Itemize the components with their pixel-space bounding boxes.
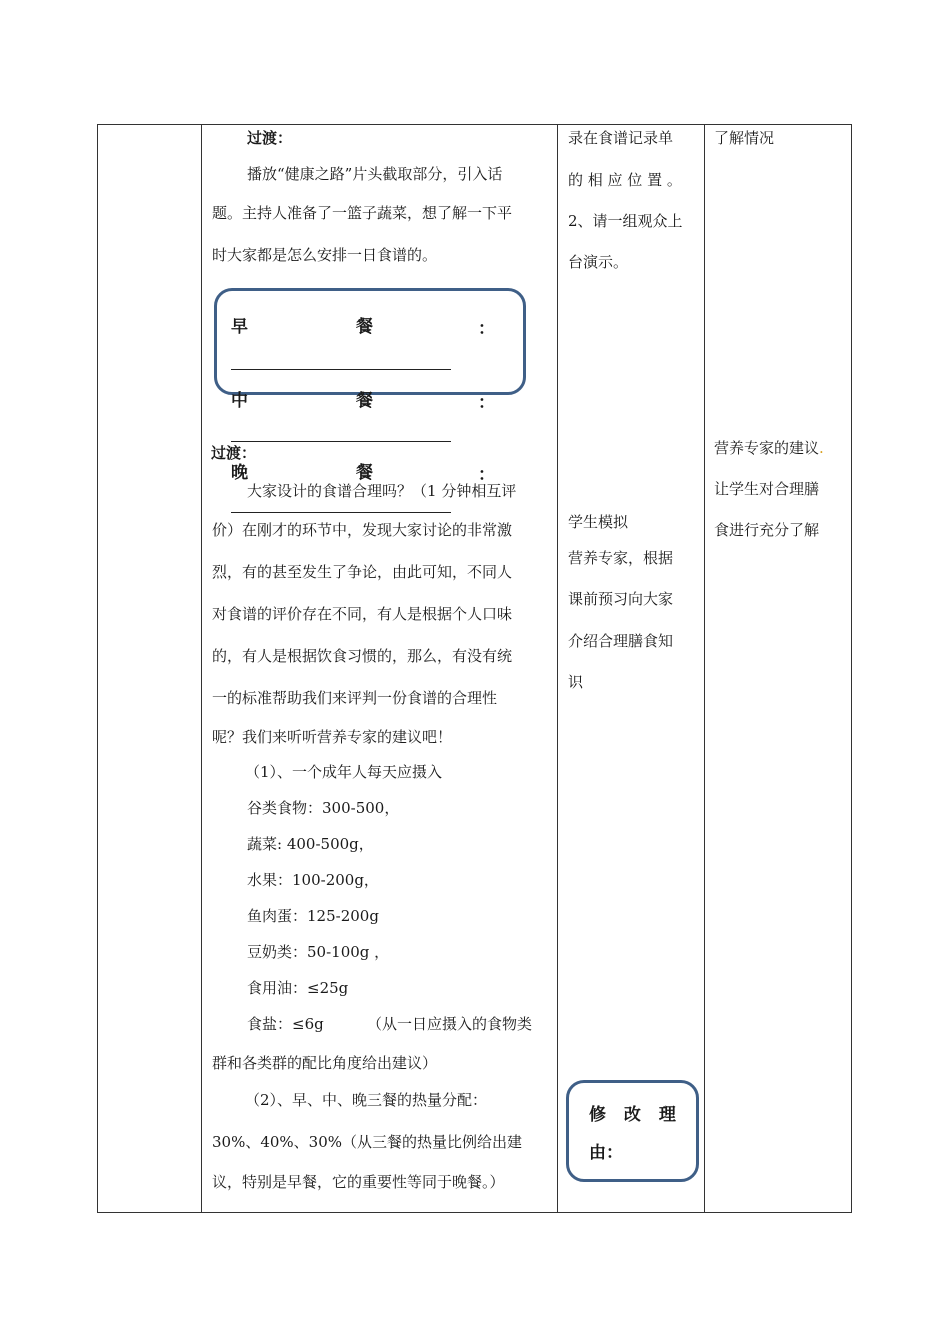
discussion-line: 大家设计的食谱合理吗？（1 分钟相互评 xyxy=(247,482,517,500)
activity-line: 学生模拟 xyxy=(568,513,629,531)
activity-line: 营养专家，根据 xyxy=(568,549,674,567)
intro-line: 播放“健康之路”片头截取部分，引入话 xyxy=(247,165,503,183)
column-divider xyxy=(704,124,705,1213)
activity-line: 录在食谱记录单 xyxy=(568,129,674,147)
revise-reason-title: 由： xyxy=(589,1143,623,1163)
meal-colon: ： xyxy=(478,393,495,413)
point2-title: （2）、早、中、晚三餐的热量分配： xyxy=(245,1091,488,1109)
intent-line: 营养专家的建议. xyxy=(714,439,824,457)
breakfast-label: 早 xyxy=(231,317,248,337)
activity-line: 识 xyxy=(568,673,584,691)
breakfast-blank xyxy=(231,369,451,370)
intake-note: （从一日应摄入的食物类 xyxy=(367,1015,533,1033)
meal-char: 餐 xyxy=(356,463,373,483)
intake-note: 群和各类群的配比角度给出建议） xyxy=(212,1054,438,1072)
discussion-line: 呢？我们来听听营养专家的建议吧！ xyxy=(212,728,453,746)
activity-line: 的 相 应 位 置 。 xyxy=(568,171,682,189)
point2-line: 30%、40%、30%（从三餐的热量比例给出建 xyxy=(212,1133,523,1151)
intake-item: 水果：100-200g， xyxy=(247,871,379,889)
lunch-blank xyxy=(231,441,451,442)
activity-line: 台演示。 xyxy=(568,253,629,271)
discussion-line: 烈，有的甚至发生了争论，由此可知，不同人 xyxy=(212,563,513,581)
activity-line: 介绍合理膳食知 xyxy=(568,632,674,650)
intake-item: 食盐：≤6g xyxy=(247,1015,324,1033)
revise-reason-box xyxy=(566,1080,699,1182)
meal-char: 餐 xyxy=(356,391,373,411)
point1-title: （1）、一个成年人每天应摄入 xyxy=(245,763,443,781)
menu-box xyxy=(214,288,526,395)
intake-item: 食用油：≤25g xyxy=(247,979,349,997)
discussion-line: 价）在刚才的环节中，发现大家讨论的非常激 xyxy=(212,521,513,539)
intent-line: 让学生对合理膳 xyxy=(714,480,820,498)
transition-label: 过渡： xyxy=(211,444,257,462)
activity-line: 2、请一组观众上 xyxy=(568,212,683,230)
meal-colon: ： xyxy=(478,465,495,485)
revise-reason-title: 修 改 理 xyxy=(589,1105,682,1125)
column-divider xyxy=(201,124,202,1213)
intent-line: 食进行充分了解 xyxy=(714,521,820,539)
intake-item: 鱼肉蛋：125-200g xyxy=(247,907,379,925)
lunch-label: 中 xyxy=(231,391,248,411)
intake-item: 蔬菜: 400-500g， xyxy=(247,835,374,853)
dinner-label: 晚 xyxy=(231,463,248,483)
activity-line: 课前预习向大家 xyxy=(568,590,674,608)
point2-line: 议，特别是早餐，它的重要性等同于晚餐。） xyxy=(212,1173,505,1191)
discussion-line: 对食谱的评价存在不同，有人是根据个人口味 xyxy=(212,605,513,623)
intent-line: 了解情况 xyxy=(714,129,775,147)
meal-char: 餐 xyxy=(356,317,373,337)
discussion-line: 的，有人是根据饮食习惯的，那么，有没有统 xyxy=(212,647,513,665)
column-divider xyxy=(557,124,558,1213)
intro-line: 时大家都是怎么安排一日食谱的。 xyxy=(212,246,438,264)
discussion-line: 一的标准帮助我们来评判一份食谱的合理性 xyxy=(212,689,498,707)
intake-item: 谷类食物：300-500， xyxy=(247,799,400,817)
intro-line: 题。主持人准备了一篮子蔬菜，想了解一下平 xyxy=(212,204,513,222)
dinner-blank xyxy=(231,512,451,513)
meal-colon: ： xyxy=(478,319,495,339)
intake-item: 豆奶类：50-100g ， xyxy=(247,943,390,961)
transition-label: 过渡： xyxy=(247,129,293,147)
